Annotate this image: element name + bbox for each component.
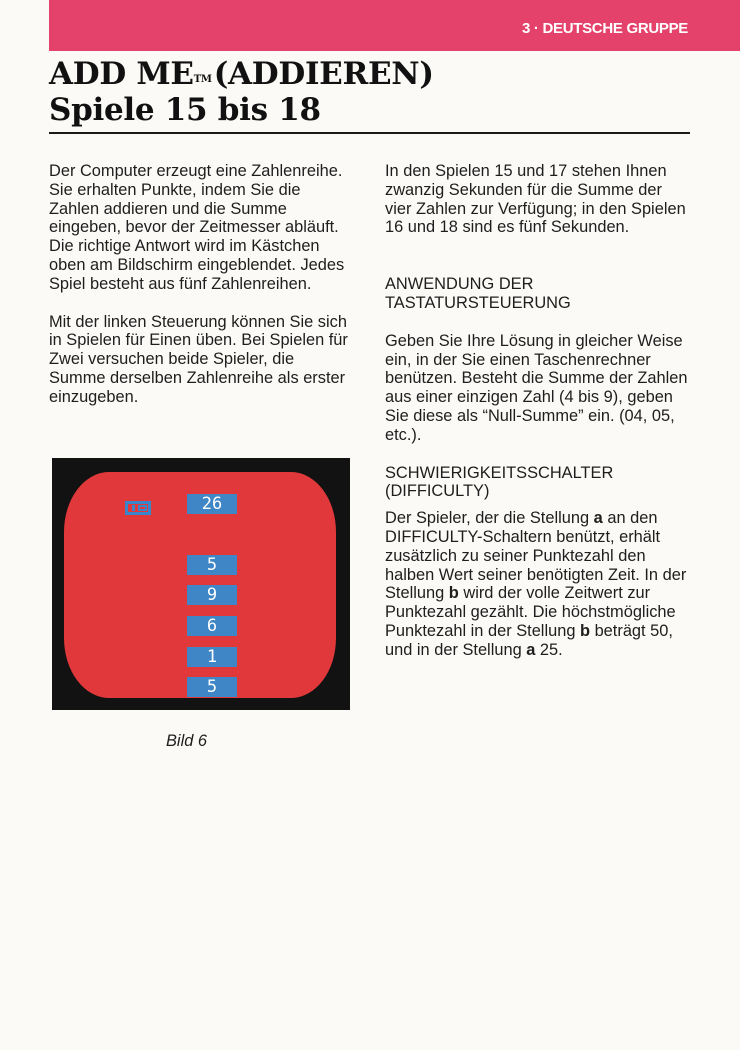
difficulty-heading-line2: (DIFFICULTY) <box>385 482 490 501</box>
keyboard-heading <box>385 275 690 313</box>
tv-screen <box>64 472 336 698</box>
difficulty-paragraph: Der Spieler, der die Stellung a an den DIFFICULTY-Schaltern benützt, erhält zusätzlich zu seiner Punktezahl den halben Wert seiner benötigten Zeit. In der Stellung b wird der volle Zeitwert zur Punktezahl gezählt. Die höchstmögliche Punktezahl in der Stellung b beträgt 50, und in der Stellung a 25. <box>385 509 687 659</box>
player-indicator-icon <box>125 501 151 515</box>
figure-caption: Bild 6 <box>166 732 208 750</box>
number-box-3: 6 <box>187 616 237 636</box>
difficulty-heading <box>385 464 690 502</box>
controls-paragraph: Mit der linken Steuerung können Sie sich in Spielen für Einen üben. Bei Spielen für Zwei versuchen beide Spieler, die Summe derselben Zahlenreihe als erster einzugeben. <box>49 312 348 406</box>
position-b-label: b <box>448 584 459 603</box>
keyboard-heading-line2: TASTATURSTEUERUNG <box>385 293 571 312</box>
section-label: 3 · DEUTSCHE GRUPPE <box>522 20 688 37</box>
sum-box: 26 <box>187 494 237 514</box>
title-line2: Spiele 15 bis 18 <box>49 92 321 128</box>
page-title <box>49 56 434 128</box>
left-column <box>49 162 352 407</box>
number-box-5: 5 <box>187 677 237 697</box>
title-rule <box>49 132 690 134</box>
title-line1: ADD ME <box>49 56 194 92</box>
right-column <box>385 162 690 660</box>
game-screenshot-figure <box>52 458 350 710</box>
position-b-label: b <box>580 621 591 640</box>
header-bar <box>49 0 740 51</box>
intro-paragraph: Der Computer erzeugt eine Zahlenreihe. Sie erhalten Punkte, indem Sie die Zahlen addieren und die Summe eingeben, bevor der Zeitmesser abläuft. Die richtige Antwort wird im Kästchen oben am Bildschirm eingeblendet. Jedes Spiel besteht aus fünf Zahlenreihen. <box>49 162 345 293</box>
keyboard-heading-line1: ANWENDUNG DER <box>385 275 534 294</box>
number-box-1: 5 <box>187 555 237 575</box>
title-line1-rest: (ADDIEREN) <box>213 56 434 92</box>
position-a-label: a <box>526 640 536 659</box>
keyboard-paragraph: Geben Sie Ihre Lösung in gleicher Weise ein, in der Sie einen Taschenrechner benützen. Besteht die Summe der Zahlen aus einer einzigen Zahl (4 bis 9), geben Sie diese als “Null-Summe” ein. (04, 05, etc.). <box>385 331 688 444</box>
timing-paragraph: In den Spielen 15 und 17 stehen Ihnen zwanzig Sekunden für die Summe der vier Zahlen zur Verfügung; in den Spielen 16 und 18 sind es fünf Sekunden. <box>385 162 686 237</box>
number-box-4: 1 <box>187 647 237 667</box>
difficulty-heading-line1: SCHWIERIGKEITSSCHALTER <box>385 463 614 482</box>
trademark-mark: TM <box>193 74 212 85</box>
position-a-label: a <box>593 509 603 528</box>
number-box-2: 9 <box>187 585 237 605</box>
